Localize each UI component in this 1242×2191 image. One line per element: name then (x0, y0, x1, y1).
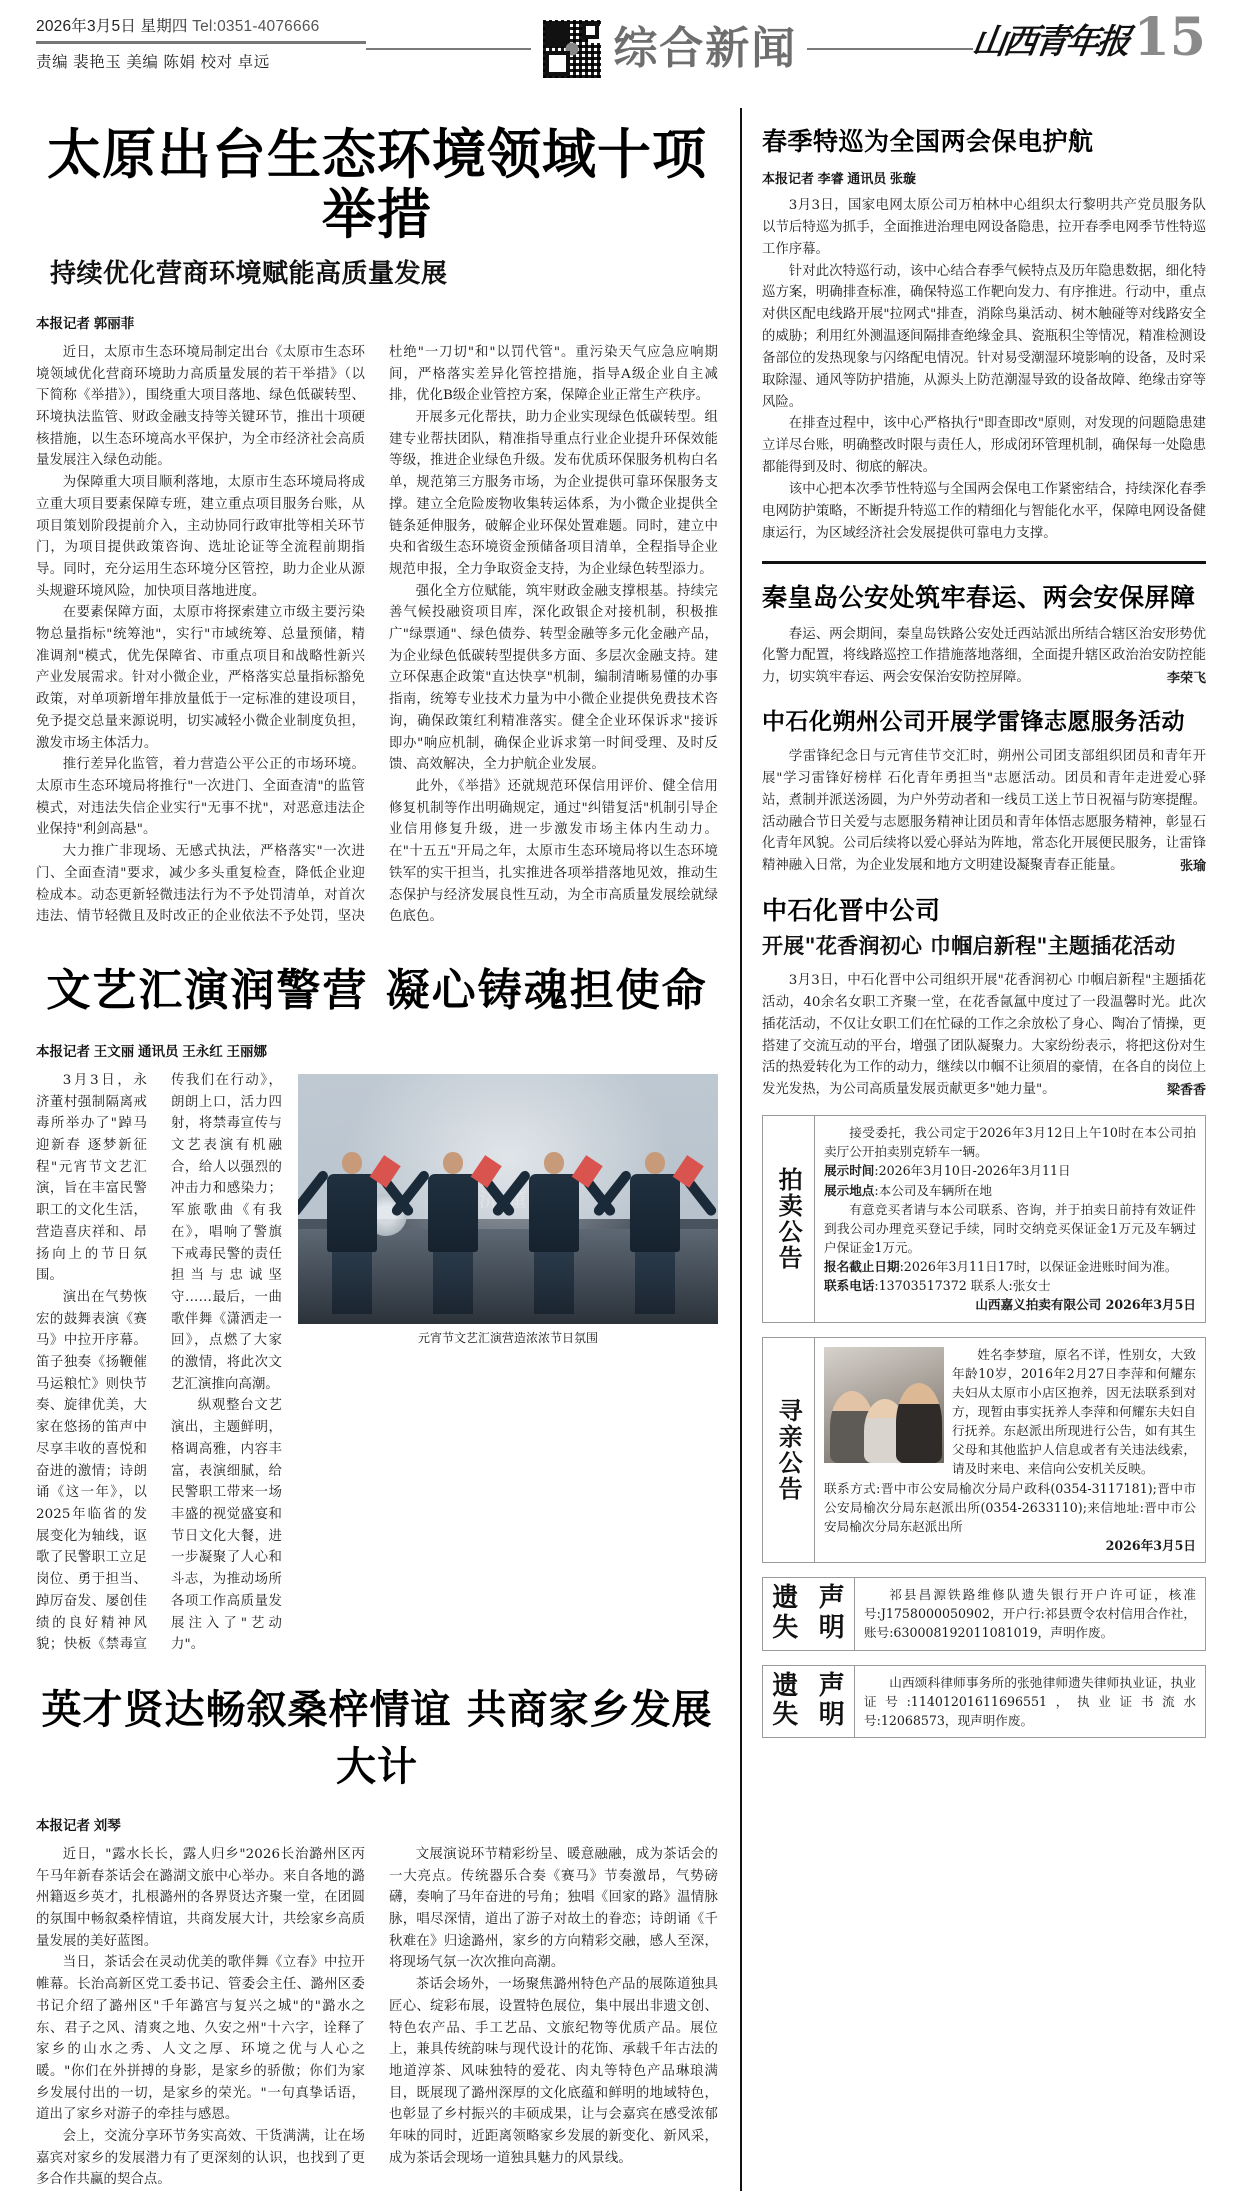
sidebar-body (762, 624, 1206, 690)
paragraph: 会上，交流分享环节务实高效、干货满满，让在场嘉宾对家乡的发展潜力有了更深刻的认识，也找到了更多合作共赢的契合点。 (36, 2129, 365, 2188)
paragraph: 此外，《举措》还就规范环保信用评价、健全信用修复机制等作出明确规定，通过"纠错复活"机制引导企业信用修复升级，进一步激发市场主体内生动力。在"十五五"开局之年，太原市生态环境局将以生态环境铁军的实干担当，扎实推进各项举措落地见效，推动生态保护与经济发展良性互动，为全市高质量发展绘就绿色底色。 (389, 779, 718, 925)
sidebar-article-flower-arranging (762, 891, 1206, 1101)
sidebar-column (762, 108, 1206, 2191)
lead-subheadline: 持续优化营商环境赋能高质量发展 (50, 258, 448, 289)
sidebar-article-power-patrol (762, 122, 1206, 545)
main-column (36, 108, 740, 2191)
missing-kin-notice (762, 1337, 1206, 1564)
masthead-brand-block (969, 0, 1206, 69)
sidebar-subheadline: 开展"花香润初心 巾帼启新程"主题插花活动 (762, 933, 1176, 959)
paragraph: 该中心把本次季节性特巡与全国两会保电工作紧密结合，持续深化春季电网防护策略，不断提升特巡工作的精细化与智能化水平，保障电网设备健康运行，为区域经济社会发展提供可靠电力支撑。 (762, 481, 1206, 541)
notice-line: 山西颂科律师事务所的张弛律师遗失律师执业证，执业证号:11401201611696551，执业证书流水号:12068573，现声明作废。 (864, 1674, 1196, 1728)
author-signature: 梁香香 (1166, 1082, 1206, 1098)
paragraph: 当日，茶话会在灵动优美的歌伴舞《立春》中拉开帷幕。长治高新区党工委书记、管委会主任、潞州区委书记介绍了潞州区"千年潞宫与复兴之城"的"潞水之东、君子之风、清爽之地、久安之州"十六字，诠释了家乡的山水之秀、人文之厚、环境之优与人心之暖。"你们在外拼搏的身影，是家乡的骄傲；你们为家乡发展付出的一切，是家乡的荣光。"一句真挚话语，道出了家乡对游子的牵挂与感恩。 (36, 1955, 365, 2123)
notice-value: :2026年3月10日-2026年3月11日 (874, 1163, 1071, 1179)
sidebar-headline: 秦皇岛公安处筑牢春运、两会安保屏障 (762, 582, 1196, 612)
qr-finder-top-right (582, 22, 599, 39)
mid-body-text (36, 1070, 282, 1656)
photo-caption: 元宵节文艺汇演营造浓浓节日氛围 (417, 1330, 598, 1345)
qr-center-logo (566, 43, 579, 56)
paragraph (762, 624, 1206, 690)
paragraph: 文展演说环节精彩纷呈、暖意融融，成为茶话会的一大亮点。传统器乐合奏《赛马》节奏激昂，气势磅礴，奏响了马年奋进的号角；独唱《回家的路》温情脉脉，唱尽深情，道出了游子对故土的眷恋；诗朗诵《千秋难在》归途潞州，家乡的方向精彩交融，感人至深，将现场气氛一次次推向高潮。 (389, 1846, 718, 1971)
paragraph: 3月3日，永济董村强制隔离戒毒所举办了"踔马迎新春 逐梦新征程"元宵节文艺汇演，旨在丰富民警职工的文化生活，营造喜庆祥和、昂扬向上的节日氛围。 (36, 1072, 147, 1284)
banner-rule-right (807, 48, 972, 50)
sidebar-article-railway-police (762, 578, 1206, 690)
paragraph-text: 学雷锋纪念日与元宵佳节交汇时，朔州公司团支部组织团员和青年开展"学习雷锋好榜样 石化青年勇担当"志愿活动。团员和青年走进爱心驿站，煮制并派送汤圆，为户外劳动者和一线员工送上节日祝福与防寒提醒。活动融合节日关爱与志愿服务精神让团员和青年体悟志愿服务精神，彰显石化青年风貌。公司后续将以爱心驿站为阵地，常态化开展便民服务，让雷锋精神融入日常，为企业发展和地方文明建设凝聚青春正能量。 (762, 749, 1206, 874)
notice-line: 有意竞买者请与本公司联系、咨询，并于拍卖日前持有效证件到我公司办理竞买登记手续，同时交纳竞买保证金1万元及车辆过户保证金1万元。 (824, 1201, 1196, 1255)
author-signature: 张瑜 (1179, 858, 1206, 874)
paragraph: 针对此次特巡行动，该中心结合春季气候特点及历年隐患数据，细化特巡方案，明确排查标准，确保特巡工作靶向发力、有序推进。行动中，重点对供区配电线路开展"拉网式"排查，消除鸟巢活动、树木触碰等对线路安全的威胁；利用红外测温逐间隔排查绝缘金具、瓷瓶积尘等情况，精准检测设备部位的发热现象与闪络配电情况。针对易受潮湿环境影响的设备，及时采取除湿、通风等防护措施，从源头上防范潮湿导致的设备故障、绝缘击穿等风险。 (762, 263, 1206, 410)
notice-label: 展示时间 (824, 1163, 875, 1179)
paragraph: 在排查过程中，该中心严格执行"即查即改"原则，对发现的问题隐患建立详尽台账，明确整改时限与责任人，形成闭环管理机制，确保每一处隐患都能得到及时、彻底的解决。 (762, 416, 1206, 476)
paragraph: 近日，"露水长长，露人归乡"2026长治潞州区丙午马年新春茶话会在潞湖文旅中心举办。来自各地的潞州籍返乡英才，扎根潞州的各界贤达齐聚一堂，在团圆的氛围中畅叙桑梓情谊，共商发展大计，共绘家乡高质量发展的美好蓝图。 (36, 1846, 365, 1949)
lead-byline: 本报记者 郭丽菲 (36, 315, 135, 331)
notice-value: :2026年3月11日17时，以保证金进账时间为准。 (899, 1259, 1178, 1275)
paragraph: 茶话会场外，一场聚焦潞州特色产品的展陈道独具匠心、绽彩布展，设置特色展位，集中展出非遗文创、特色农产品、手工艺品、文旅纪物等优质产品。展位上，兼具传统韵味与现代设计的花饰、承载千年古法的地道淳茶、风味独特的爱花、肉丸等特色产品琳琅满目，既展现了潞州深厚的文化底蕴和鲜明的地域特色，也彰显了乡村振兴的丰硕成果，让与会嘉宾在感受浓郁年味的同时，近距离领略家乡发展的新变化、新风采，成为茶话会现场一道独具魅力的风景线。 (389, 1977, 718, 2166)
photo-performer (424, 1152, 482, 1314)
notice-line: 联系方式:晋中市公安局榆次分局户政科(0354-3117181);晋中市公安局榆次分局东赵派出所(0354-2633110);来信地址:晋中市公安局榆次分局东赵派出所 (824, 1480, 1196, 1534)
notice-line: 接受委托，我公司定于2026年3月12日上午10时在本公司拍卖厅公开拍卖别克轿车一辆。 (824, 1125, 1196, 1160)
auction-notice (762, 1115, 1206, 1322)
sidebar-body (762, 746, 1206, 877)
bottom-byline: 本报记者 刘琴 (36, 1817, 121, 1833)
paragraph (762, 746, 1206, 877)
notice-signature: 山西嘉义拍卖有限公司 2026年3月5日 (975, 1297, 1196, 1313)
banner-rule-left (366, 48, 531, 50)
paragraph-text: 春运、两会期间，秦皇岛铁路公安处迁西站派出所结合辖区治安形势优化警力配置，将线路巡控工作措施落地落细，全面提升辖区政治治安防控能力，切实筑牢春运、两会安保治安防控屏障。 (762, 626, 1206, 686)
masthead-section-banner (366, 0, 973, 80)
photo-performer (525, 1152, 583, 1314)
loss-statement-2 (762, 1665, 1206, 1738)
notice-label: 展示地点 (824, 1182, 875, 1198)
missing-kin-notice-body (815, 1338, 1205, 1563)
column-divider (740, 108, 742, 2191)
loss-statement-tag: 遗 声 失 明 (763, 1666, 855, 1737)
masthead-divider (36, 41, 366, 44)
notice-line (824, 1181, 1196, 1200)
notice-value: :本公司及车辆所在地 (874, 1182, 992, 1198)
bottom-body-text (36, 1844, 718, 2191)
mid-headline: 文艺汇演润警营 凝心铸魂担使命 (46, 964, 708, 1016)
auction-notice-tag: 拍卖公告 (763, 1116, 815, 1321)
notice-label: 联系电话 (824, 1278, 875, 1294)
mid-photo-block (298, 1074, 718, 1346)
lead-body-text (36, 342, 718, 928)
bottom-article (36, 1678, 718, 2191)
sidebar-headline: 春季特巡为全国两会保电护航 (762, 127, 1094, 156)
paragraph: 在要素保障方面，太原市将探索建立市级主要污染物总量指标"统筹池"，实行"市域统筹、总量预储，精准调剂"模式，优先保障省、市重点项目和战略性新兴产业发展需求。针对小微企业，严格落实总量指标豁免政策，对单项新增年排放量低于一定标准的建设项目，免予提交总量来源说明，切实减轻小微企业制度负担，激发市场主体活力。 (36, 605, 365, 751)
paragraph: 纵观整台文艺演出，主题鲜明，格调高雅，内容丰富，表演细腻，给民警职工带来一场丰盛的视觉盛宴和节日文化大餐，进一步凝聚了人心和斗志，为推动场所各项工作高质量发展注入了"艺动力"。 (171, 1398, 282, 1653)
missing-kin-notice-tag: 寻亲公告 (763, 1338, 815, 1563)
loss-statement-body (855, 1578, 1205, 1649)
paragraph-text: 3月3日，中石化晋中公司组织开展"花香润初心 巾帼启新程"主题插花活动，40余名女职工齐聚一堂，在花香氤氲中度过了一段温馨时光。此次插花活动，不仅让女职工们在忙碌的工作之余放松了身心、陶冶了情操，更搭建了交流互动的平台，增强了团队凝聚力。大家纷纷表示，将把这份对生活的热爱转化为工作的动力，继续以巾帼不让须眉的豪情，在各自的岗位上发光发热，为公司高质量发展贡献更多"她力量"。 (762, 973, 1206, 1098)
masthead-date-line (36, 14, 366, 36)
publication-date: 2026年3月5日 星期四 (36, 18, 188, 35)
masthead (36, 0, 1206, 108)
paragraph: 开展多元化帮扶，助力企业实现绿色低碳转型。组建专业帮扶团队，精准指导重点行业企业提升环保效能等级，推进企业绿色升级。发布优质环保服务机构白名单，规范第三方服务市场，为企业提供可靠环保服务支撑。建立全危险废物收集转运体系，为小微企业提供全链条延伸服务，破解企业环保处置难题。同时，建立中央和省级生态环境资金预储备项目清单，全程指导企业规范申报，全力争取资金支持，为企业绿色转型添力。 (389, 410, 718, 577)
masthead-info (36, 0, 366, 72)
page-number: 15 (1133, 7, 1206, 69)
mid-byline: 本报记者 王文丽 通讯员 王永红 王丽娜 (36, 1043, 268, 1059)
author-signature: 李荣飞 (1166, 670, 1206, 686)
notice-line (824, 1257, 1196, 1276)
qr-code-icon[interactable] (541, 18, 603, 80)
sidebar-body (762, 195, 1206, 545)
sidebar-headline: 中石化晋中公司 (762, 896, 941, 926)
loss-statement-body (855, 1666, 1205, 1737)
paragraph (762, 970, 1206, 1101)
sidebar-rule (762, 561, 1206, 564)
performance-photo (298, 1074, 718, 1324)
paper-name-logo: 山西青年报 (969, 22, 1130, 62)
sidebar-byline: 本报记者 李睿 通讯员 张璇 (762, 171, 916, 186)
paragraph: 3月3日，国家电网太原公司万柏林中心组织太行黎明共产党员服务队以节后特巡为抓手，全面推进治理电网设备隐患，拉开春季电网季节性特巡工作序幕。 (762, 198, 1206, 257)
loss-statement-tag: 遗 声 失 明 (763, 1578, 855, 1649)
mid-article (36, 954, 718, 1656)
paragraph: 为保障重大项目顺利落地，太原市生态环境局将成立重大项目要素保障专班，建立重点项目服务台账，从项目策划阶段提前介入，主动协同行政审批等相关环节门，为项目提供政策咨询、选址论证等全流程前期指导。同时，充分运用生态环境分区管控，助力企业从源头规避环境风险，加快项目落地进度。 (36, 475, 365, 599)
photo-performer (323, 1152, 381, 1314)
photo-person (896, 1383, 942, 1463)
notice-date: 2026年3月5日 (1105, 1537, 1196, 1553)
sidebar-article-lei-feng (762, 703, 1206, 877)
notice-line (824, 1276, 1196, 1295)
loss-statement-1 (762, 1577, 1206, 1650)
page-body (36, 108, 1206, 2191)
notice-line (824, 1161, 1196, 1180)
notice-label: 报名截止日期 (824, 1259, 900, 1275)
newsroom-telephone: Tel:0351-4076666 (192, 18, 320, 35)
paragraph: 强化全方位赋能，筑牢财政金融支撑根基。持续完善气候投融资项目库，深化政银企对接机制，积极推广"绿票通"、绿色债券、转型金融等多元化金融产品，为企业绿色低碳转型提供多方面、多层次金融支持。建立环保惠企政策"直达快享"机制，编制清晰易懂的办事指南，统筹专业技术力量为中小微企业提供免费技术咨询，确保政策红利精准落实。健全企业环保诉求"接诉即办"响应机制，确保企业诉求第一时间受理、及时反馈、高效解决，全力护航企业发展。 (389, 583, 718, 773)
sidebar-body (762, 970, 1206, 1101)
lead-headline: 太原出台生态环境领域十项举措 (47, 122, 707, 247)
paragraph: 大力推广非现场、无感式执法，严格落实"一次进门、全面查清"要求，减少多头重复检查，降低企业迎检成本。动态更新轻微违法行为不予处罚清单，对首次违法、情节轻微且及时改正的企业依法不予处罚，坚决杜绝"一刀切"和"以罚代管"。重污染天气应急应响期间，严格落实差异化管控措施，指导A级企业自主减排，优化B级企业管控方案，保障企业正常生产秩序。 (36, 344, 718, 925)
section-title: 综合新闻 (613, 23, 798, 74)
paragraph: 推行差异化监管，着力营造公平公正的市场环境。太原市生态环境局将推行"一次进门、全面查清"的监管模式，对违法失信企业实行"无事不扰"，对恶意违法企业保持"利剑高悬"。 (36, 757, 365, 838)
sidebar-headline: 中石化朔州公司开展学雷锋志愿服务活动 (762, 708, 1185, 736)
paragraph: 演出在气势恢宏的鼓舞表演《赛马》中拉开序幕。笛子独奏《扬鞭催马运粮忙》则快节奏、旋律优美，大家在悠扬的笛声中尽享丰收的喜悦和奋进的激情；诗朗诵《这一年》，以2025年临省的发展变化为轴线，讴歌了民警职工立足岗位、勇于担当、踔厉奋发、屡创佳绩的良好精神风貌；快板《禁毒宣传我们在行动》，朗朗上口，活力四射，将禁毒宣传与文艺表演有机融合，给人以强烈的冲击力和感染力；军旅歌曲《有我在》，唱响了警旗下戒毒民警的责任担当与忠诚坚守……最后，一曲歌伴舞《潇洒走一回》，点燃了大家的激情，将此次文艺汇演推向高潮。 (36, 1072, 282, 1653)
notice-value: :13703517372 联系人:张女士 (874, 1278, 1051, 1294)
paragraph: 近日，太原市生态环境局制定出台《太原市生态环境领域优化营商环境助力高质量发展的若干举措》（以下简称《举措》），围绕重大项目落地、绿色低碳转型、环境执法监管、财政金融支持等关键环节，推出十项硬核措施，以生态环境高水平保护，为全市经济社会高质量发展注入绿色动能。 (36, 344, 365, 469)
notice-line: 祁县昌源铁路维修队遗失银行开户许可证，核准号:J1758000050902，开户行:祁县贾令农村信用合作社，账号:630008192011081019，声明作废。 (864, 1587, 1196, 1641)
lead-article (36, 124, 718, 928)
family-photo (824, 1347, 944, 1463)
auction-notice-body (815, 1116, 1205, 1321)
masthead-staff-credits: 责编 裴艳玉 美编 陈娟 校对 卓远 (36, 54, 270, 71)
notice-line: 姓名李梦瑄，原名不详，性别女，大致年龄10岁，2016年2月27日李萍和何耀东夫妇从太原市小店区抱养，因无法联系到对方，现暂由事实抚养人李萍和何耀东夫妇自行抚养。东赵派出所现进行公告，如有其生父母和其他监护人信息或者有关违法线索，请及时来电、来信向公安机关反映。 (952, 1346, 1196, 1477)
bottom-headline: 英才贤达畅叙桑梓情谊 共商家乡发展大计 (41, 1685, 713, 1790)
photo-performer (626, 1152, 684, 1314)
